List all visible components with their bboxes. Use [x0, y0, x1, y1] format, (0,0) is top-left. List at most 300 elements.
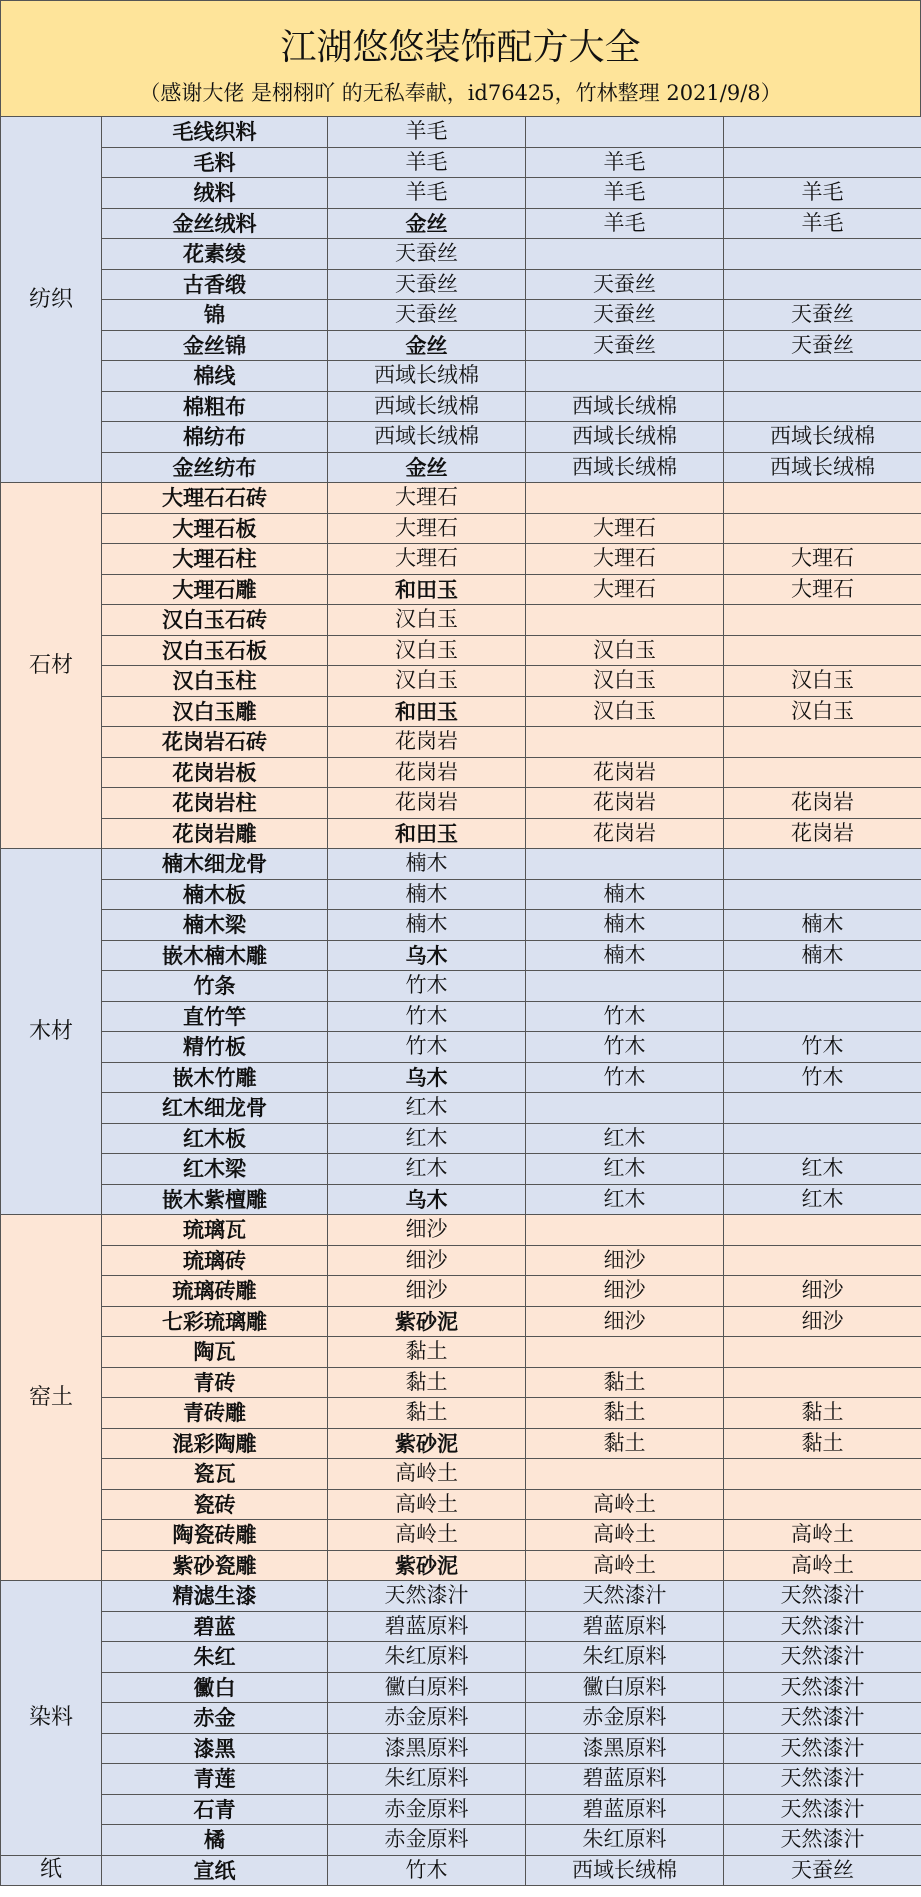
item-name-cell: 花岗岩板: [102, 757, 328, 788]
recipe-row: [1, 1581, 921, 1612]
material-2-cell: 花岗岩: [526, 788, 724, 819]
material-3-cell: [724, 1245, 921, 1276]
material-1-cell: 竹木: [328, 971, 526, 1002]
recipe-table: [0, 116, 921, 1886]
recipe-row: [1, 605, 921, 636]
item-name-cell: 嵌木竹雕: [102, 1062, 328, 1093]
item-name-cell: 花岗岩柱: [102, 788, 328, 819]
material-2-cell: 黏土: [526, 1428, 724, 1459]
item-name-cell: 青砖: [102, 1367, 328, 1398]
category-cell: 木材: [1, 849, 102, 1215]
material-1-cell: 赤金原料: [328, 1825, 526, 1856]
material-1-cell: 高岭土: [328, 1520, 526, 1551]
material-1-cell: 黏土: [328, 1367, 526, 1398]
recipe-row: [1, 513, 921, 544]
material-3-cell: [724, 757, 921, 788]
item-name-cell: 黴白: [102, 1672, 328, 1703]
item-name-cell: 棉纺布: [102, 422, 328, 453]
material-1-cell: 羊毛: [328, 117, 526, 148]
material-2-cell: 红木: [526, 1184, 724, 1215]
recipe-row: [1, 1093, 921, 1124]
category-cell: 窑土: [1, 1215, 102, 1581]
item-name-cell: 嵌木紫檀雕: [102, 1184, 328, 1215]
recipe-row: [1, 788, 921, 819]
category-cell: 纺织: [1, 117, 102, 483]
material-1-cell: 羊毛: [328, 147, 526, 178]
material-3-cell: 红木: [724, 1184, 921, 1215]
material-1-cell: 紫砂泥: [328, 1550, 526, 1581]
category-cell: 纸: [1, 1855, 102, 1886]
material-1-cell: 西域长绒棉: [328, 361, 526, 392]
recipe-row: [1, 208, 921, 239]
material-1-cell: 红木: [328, 1154, 526, 1185]
recipe-row: [1, 1367, 921, 1398]
item-name-cell: 陶瓷砖雕: [102, 1520, 328, 1551]
item-name-cell: 楠木梁: [102, 910, 328, 941]
material-3-cell: 天然漆汁: [724, 1642, 921, 1673]
material-1-cell: 金丝: [328, 452, 526, 483]
material-3-cell: 红木: [724, 1154, 921, 1185]
material-1-cell: 汉白玉: [328, 666, 526, 697]
material-3-cell: [724, 1489, 921, 1520]
material-1-cell: 赤金原料: [328, 1794, 526, 1825]
material-2-cell: 细沙: [526, 1245, 724, 1276]
material-1-cell: 竹木: [328, 1001, 526, 1032]
material-3-cell: [724, 483, 921, 514]
material-2-cell: [526, 483, 724, 514]
material-3-cell: 高岭土: [724, 1520, 921, 1551]
material-3-cell: 羊毛: [724, 178, 921, 209]
material-2-cell: 天蚕丝: [526, 300, 724, 331]
material-1-cell: 黏土: [328, 1337, 526, 1368]
material-3-cell: 大理石: [724, 544, 921, 575]
item-name-cell: 红木细龙骨: [102, 1093, 328, 1124]
material-2-cell: 西域长绒棉: [526, 422, 724, 453]
material-1-cell: 大理石: [328, 483, 526, 514]
material-3-cell: [724, 117, 921, 148]
recipe-row: [1, 1001, 921, 1032]
item-name-cell: 精竹板: [102, 1032, 328, 1063]
material-2-cell: [526, 849, 724, 880]
material-2-cell: 碧蓝原料: [526, 1764, 724, 1795]
item-name-cell: 混彩陶雕: [102, 1428, 328, 1459]
material-2-cell: 朱红原料: [526, 1642, 724, 1673]
item-name-cell: 漆黑: [102, 1733, 328, 1764]
item-name-cell: 竹条: [102, 971, 328, 1002]
item-name-cell: 陶瓦: [102, 1337, 328, 1368]
recipe-row: [1, 1733, 921, 1764]
material-2-cell: [526, 971, 724, 1002]
material-1-cell: 天蚕丝: [328, 239, 526, 270]
material-3-cell: 天然漆汁: [724, 1581, 921, 1612]
sheet-header: [0, 0, 921, 118]
material-1-cell: 大理石: [328, 544, 526, 575]
material-3-cell: 花岗岩: [724, 788, 921, 819]
material-1-cell: 紫砂泥: [328, 1428, 526, 1459]
material-3-cell: 天然漆汁: [724, 1764, 921, 1795]
item-name-cell: 瓷瓦: [102, 1459, 328, 1490]
item-name-cell: 花岗岩雕: [102, 818, 328, 849]
recipe-row: [1, 666, 921, 697]
material-2-cell: 汉白玉: [526, 666, 724, 697]
material-1-cell: 花岗岩: [328, 727, 526, 758]
material-2-cell: 楠木: [526, 940, 724, 971]
material-1-cell: 乌木: [328, 940, 526, 971]
material-2-cell: 大理石: [526, 544, 724, 575]
material-1-cell: 和田玉: [328, 574, 526, 605]
material-3-cell: 天然漆汁: [724, 1733, 921, 1764]
material-3-cell: 天然漆汁: [724, 1794, 921, 1825]
item-name-cell: 七彩琉璃雕: [102, 1306, 328, 1337]
material-2-cell: 红木: [526, 1123, 724, 1154]
material-2-cell: 高岭土: [526, 1489, 724, 1520]
material-3-cell: [724, 269, 921, 300]
item-name-cell: 花岗岩石砖: [102, 727, 328, 758]
recipe-row: [1, 757, 921, 788]
recipe-row: [1, 971, 921, 1002]
material-3-cell: 天然漆汁: [724, 1825, 921, 1856]
recipe-row: [1, 1825, 921, 1856]
material-3-cell: [724, 727, 921, 758]
material-2-cell: 楠木: [526, 910, 724, 941]
material-1-cell: 大理石: [328, 513, 526, 544]
material-1-cell: 红木: [328, 1123, 526, 1154]
item-name-cell: 棉粗布: [102, 391, 328, 422]
material-3-cell: [724, 361, 921, 392]
item-name-cell: 石青: [102, 1794, 328, 1825]
item-name-cell: 古香缎: [102, 269, 328, 300]
material-3-cell: [724, 147, 921, 178]
recipe-row: [1, 422, 921, 453]
material-2-cell: [526, 117, 724, 148]
material-2-cell: 赤金原料: [526, 1703, 724, 1734]
material-1-cell: 细沙: [328, 1276, 526, 1307]
material-3-cell: 黏土: [724, 1428, 921, 1459]
recipe-row: [1, 483, 921, 514]
material-1-cell: 西域长绒棉: [328, 391, 526, 422]
material-1-cell: 高岭土: [328, 1459, 526, 1490]
material-1-cell: 天蚕丝: [328, 300, 526, 331]
material-2-cell: 竹木: [526, 1001, 724, 1032]
recipe-row: [1, 544, 921, 575]
material-2-cell: 天蚕丝: [526, 330, 724, 361]
item-name-cell: 汉白玉雕: [102, 696, 328, 727]
recipe-table-body: [1, 117, 921, 1886]
material-3-cell: [724, 1123, 921, 1154]
material-2-cell: 红木: [526, 1154, 724, 1185]
category-cell: 染料: [1, 1581, 102, 1856]
material-3-cell: 楠木: [724, 910, 921, 941]
material-3-cell: 汉白玉: [724, 666, 921, 697]
recipe-row: [1, 696, 921, 727]
item-name-cell: 金丝绒料: [102, 208, 328, 239]
item-name-cell: 青砖雕: [102, 1398, 328, 1429]
material-2-cell: 大理石: [526, 574, 724, 605]
recipe-row: [1, 361, 921, 392]
material-1-cell: 天然漆汁: [328, 1581, 526, 1612]
recipe-row: [1, 300, 921, 331]
item-name-cell: 汉白玉柱: [102, 666, 328, 697]
material-1-cell: 黏土: [328, 1398, 526, 1429]
item-name-cell: 精滤生漆: [102, 1581, 328, 1612]
recipe-row: [1, 1489, 921, 1520]
material-2-cell: 黏土: [526, 1398, 724, 1429]
recipe-row: [1, 1276, 921, 1307]
material-1-cell: 汉白玉: [328, 635, 526, 666]
item-name-cell: 大理石柱: [102, 544, 328, 575]
recipe-row: [1, 849, 921, 880]
material-2-cell: 天然漆汁: [526, 1581, 724, 1612]
item-name-cell: 赤金: [102, 1703, 328, 1734]
material-3-cell: [724, 1093, 921, 1124]
material-1-cell: 竹木: [328, 1855, 526, 1886]
item-name-cell: 金丝纺布: [102, 452, 328, 483]
category-cell: 石材: [1, 483, 102, 849]
material-1-cell: 碧蓝原料: [328, 1611, 526, 1642]
material-1-cell: 楠木: [328, 879, 526, 910]
recipe-row: [1, 1337, 921, 1368]
material-3-cell: [724, 239, 921, 270]
recipe-row: [1, 1123, 921, 1154]
item-name-cell: 汉白玉石砖: [102, 605, 328, 636]
item-name-cell: 楠木板: [102, 879, 328, 910]
material-2-cell: 羊毛: [526, 208, 724, 239]
material-2-cell: 羊毛: [526, 147, 724, 178]
material-1-cell: 黴白原料: [328, 1672, 526, 1703]
material-1-cell: 红木: [328, 1093, 526, 1124]
material-3-cell: [724, 1215, 921, 1246]
item-name-cell: 汉白玉石板: [102, 635, 328, 666]
material-2-cell: 细沙: [526, 1306, 724, 1337]
item-name-cell: 橘: [102, 1825, 328, 1856]
recipe-row: [1, 1520, 921, 1551]
material-3-cell: 楠木: [724, 940, 921, 971]
material-3-cell: 竹木: [724, 1062, 921, 1093]
material-2-cell: 朱红原料: [526, 1825, 724, 1856]
material-3-cell: [724, 1337, 921, 1368]
item-name-cell: 毛线织料: [102, 117, 328, 148]
material-3-cell: [724, 849, 921, 880]
recipe-row: [1, 1062, 921, 1093]
material-3-cell: [724, 1367, 921, 1398]
recipe-row: [1, 147, 921, 178]
material-1-cell: 朱红原料: [328, 1642, 526, 1673]
material-1-cell: 乌木: [328, 1062, 526, 1093]
item-name-cell: 绒料: [102, 178, 328, 209]
item-name-cell: 大理石板: [102, 513, 328, 544]
recipe-row: [1, 1642, 921, 1673]
material-3-cell: 天蚕丝: [724, 300, 921, 331]
material-1-cell: 羊毛: [328, 178, 526, 209]
material-3-cell: 天然漆汁: [724, 1703, 921, 1734]
material-3-cell: [724, 971, 921, 1002]
material-2-cell: 竹木: [526, 1032, 724, 1063]
item-name-cell: 琉璃砖雕: [102, 1276, 328, 1307]
material-3-cell: [724, 513, 921, 544]
material-1-cell: 楠木: [328, 910, 526, 941]
material-3-cell: [724, 1001, 921, 1032]
material-2-cell: 汉白玉: [526, 635, 724, 666]
material-3-cell: 天然漆汁: [724, 1611, 921, 1642]
page-title: 江湖悠悠装饰配方大全: [280, 27, 641, 68]
item-name-cell: 锦: [102, 300, 328, 331]
recipe-row: [1, 1215, 921, 1246]
material-2-cell: 花岗岩: [526, 818, 724, 849]
material-2-cell: 天蚕丝: [526, 269, 724, 300]
material-2-cell: 楠木: [526, 879, 724, 910]
page-subtitle: （感谢大佬 是栩栩吖 的无私奉献，id76425，竹林整理 2021/9/8）: [139, 81, 782, 105]
material-2-cell: 碧蓝原料: [526, 1794, 724, 1825]
material-1-cell: 漆黑原料: [328, 1733, 526, 1764]
item-name-cell: 紫砂瓷雕: [102, 1550, 328, 1581]
recipe-row: [1, 1794, 921, 1825]
material-1-cell: 西域长绒棉: [328, 422, 526, 453]
material-2-cell: 高岭土: [526, 1550, 724, 1581]
material-1-cell: 赤金原料: [328, 1703, 526, 1734]
material-3-cell: 汉白玉: [724, 696, 921, 727]
recipe-row: [1, 910, 921, 941]
item-name-cell: 琉璃瓦: [102, 1215, 328, 1246]
material-2-cell: 黴白原料: [526, 1672, 724, 1703]
material-2-cell: [526, 727, 724, 758]
recipe-row: [1, 452, 921, 483]
recipe-row: [1, 1032, 921, 1063]
item-name-cell: 瓷砖: [102, 1489, 328, 1520]
material-3-cell: 细沙: [724, 1306, 921, 1337]
material-2-cell: [526, 239, 724, 270]
recipe-row: [1, 1855, 921, 1886]
recipe-row: [1, 1672, 921, 1703]
recipe-row: [1, 1703, 921, 1734]
material-2-cell: 西域长绒棉: [526, 391, 724, 422]
material-3-cell: 天蚕丝: [724, 330, 921, 361]
recipe-row: [1, 940, 921, 971]
item-name-cell: 宣纸: [102, 1855, 328, 1886]
material-3-cell: 细沙: [724, 1276, 921, 1307]
material-3-cell: [724, 1459, 921, 1490]
item-name-cell: 琉璃砖: [102, 1245, 328, 1276]
material-3-cell: 黏土: [724, 1398, 921, 1429]
item-name-cell: 大理石雕: [102, 574, 328, 605]
item-name-cell: 花素绫: [102, 239, 328, 270]
material-3-cell: 高岭土: [724, 1550, 921, 1581]
material-3-cell: 天然漆汁: [724, 1672, 921, 1703]
material-1-cell: 高岭土: [328, 1489, 526, 1520]
material-1-cell: 汉白玉: [328, 605, 526, 636]
recipe-row: [1, 391, 921, 422]
material-1-cell: 和田玉: [328, 818, 526, 849]
material-3-cell: 西域长绒棉: [724, 452, 921, 483]
material-2-cell: 花岗岩: [526, 757, 724, 788]
recipe-row: [1, 818, 921, 849]
recipe-row: [1, 1459, 921, 1490]
material-2-cell: 大理石: [526, 513, 724, 544]
material-2-cell: 竹木: [526, 1062, 724, 1093]
material-1-cell: 金丝: [328, 208, 526, 239]
recipe-row: [1, 330, 921, 361]
material-3-cell: 大理石: [724, 574, 921, 605]
material-3-cell: 西域长绒棉: [724, 422, 921, 453]
item-name-cell: 棉线: [102, 361, 328, 392]
item-name-cell: 碧蓝: [102, 1611, 328, 1642]
material-2-cell: 汉白玉: [526, 696, 724, 727]
material-2-cell: [526, 1459, 724, 1490]
material-2-cell: [526, 361, 724, 392]
item-name-cell: 直竹竿: [102, 1001, 328, 1032]
recipe-row: [1, 1398, 921, 1429]
recipe-row: [1, 239, 921, 270]
recipe-row: [1, 1306, 921, 1337]
recipe-row: [1, 1428, 921, 1459]
recipe-row: [1, 1154, 921, 1185]
material-2-cell: [526, 1215, 724, 1246]
material-3-cell: 天蚕丝: [724, 1855, 921, 1886]
recipe-row: [1, 1611, 921, 1642]
material-1-cell: 细沙: [328, 1215, 526, 1246]
material-1-cell: 细沙: [328, 1245, 526, 1276]
item-name-cell: 红木梁: [102, 1154, 328, 1185]
material-2-cell: [526, 605, 724, 636]
material-3-cell: 竹木: [724, 1032, 921, 1063]
recipe-row: [1, 1245, 921, 1276]
material-1-cell: 金丝: [328, 330, 526, 361]
material-1-cell: 朱红原料: [328, 1764, 526, 1795]
material-3-cell: [724, 391, 921, 422]
recipe-row: [1, 1764, 921, 1795]
item-name-cell: 金丝锦: [102, 330, 328, 361]
material-2-cell: 漆黑原料: [526, 1733, 724, 1764]
item-name-cell: 嵌木楠木雕: [102, 940, 328, 971]
recipe-row: [1, 178, 921, 209]
item-name-cell: 红木板: [102, 1123, 328, 1154]
material-1-cell: 和田玉: [328, 696, 526, 727]
material-1-cell: 紫砂泥: [328, 1306, 526, 1337]
material-1-cell: 花岗岩: [328, 788, 526, 819]
recipe-row: [1, 1550, 921, 1581]
material-2-cell: 碧蓝原料: [526, 1611, 724, 1642]
material-3-cell: 羊毛: [724, 208, 921, 239]
material-3-cell: 花岗岩: [724, 818, 921, 849]
material-2-cell: 细沙: [526, 1276, 724, 1307]
recipe-row: [1, 1184, 921, 1215]
recipe-row: [1, 269, 921, 300]
material-2-cell: 羊毛: [526, 178, 724, 209]
recipe-row: [1, 117, 921, 148]
item-name-cell: 青莲: [102, 1764, 328, 1795]
material-3-cell: [724, 879, 921, 910]
material-1-cell: 楠木: [328, 849, 526, 880]
material-2-cell: 西域长绒棉: [526, 452, 724, 483]
item-name-cell: 毛料: [102, 147, 328, 178]
recipe-row: [1, 635, 921, 666]
material-2-cell: [526, 1093, 724, 1124]
material-2-cell: [526, 1337, 724, 1368]
item-name-cell: 大理石石砖: [102, 483, 328, 514]
material-2-cell: 黏土: [526, 1367, 724, 1398]
item-name-cell: 楠木细龙骨: [102, 849, 328, 880]
material-2-cell: 高岭土: [526, 1520, 724, 1551]
material-3-cell: [724, 635, 921, 666]
material-1-cell: 天蚕丝: [328, 269, 526, 300]
recipe-row: [1, 879, 921, 910]
material-1-cell: 乌木: [328, 1184, 526, 1215]
recipe-row: [1, 574, 921, 605]
material-1-cell: 花岗岩: [328, 757, 526, 788]
material-3-cell: [724, 605, 921, 636]
material-1-cell: 竹木: [328, 1032, 526, 1063]
item-name-cell: 朱红: [102, 1642, 328, 1673]
material-2-cell: 西域长绒棉: [526, 1855, 724, 1886]
